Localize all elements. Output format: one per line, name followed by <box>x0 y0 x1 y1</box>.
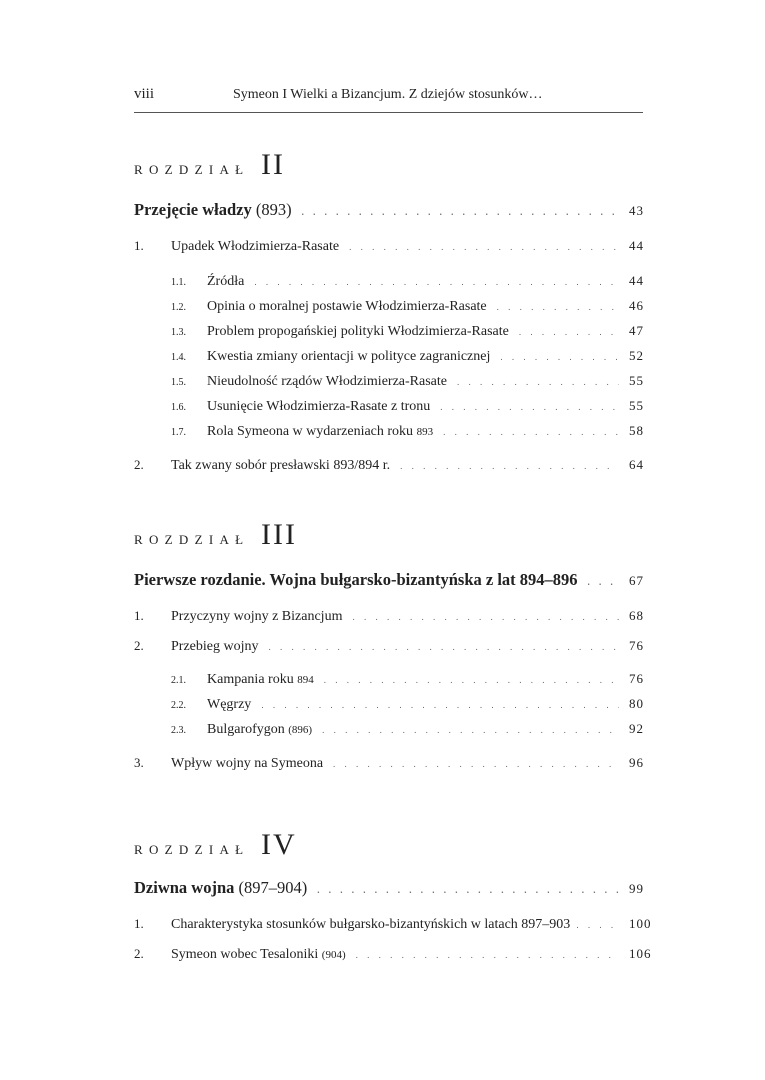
dot-leader <box>302 202 619 222</box>
chapter-title-years: (893) <box>255 200 292 219</box>
entry-title: Charakterystyka stosunków bułgarsko-bizantyńskich w latach 897–903 <box>171 917 571 932</box>
entry-year: 893 <box>416 426 434 438</box>
entry-title: Opinia o moralnej postawie Włodzimierza-Rasate <box>207 299 487 314</box>
entry-number: 1. <box>134 238 144 253</box>
running-header <box>134 84 643 113</box>
entry-title: Nieudolność rządów Włodzimierza-Rasate <box>207 374 447 389</box>
page-ref: 64 <box>629 457 644 472</box>
chapter-iii <box>134 516 643 774</box>
toc-entry[interactable] <box>134 944 652 965</box>
chapter-heading <box>134 146 643 182</box>
toc-subentry[interactable] <box>134 371 643 393</box>
entry-number: 2.2. <box>171 700 186 711</box>
entry-number: 1.2. <box>171 302 186 313</box>
page-ref: 44 <box>629 273 644 288</box>
entry-title: Przyczyny wojny z Bizancjum <box>171 609 343 624</box>
chapter-title: Przejęcie władzy <box>134 200 252 219</box>
dot-leader <box>322 720 619 740</box>
chapter-iv <box>134 826 652 965</box>
dot-leader <box>349 237 619 257</box>
page-ref: 92 <box>629 721 644 736</box>
dot-leader <box>576 915 623 935</box>
dot-leader <box>497 297 619 317</box>
dot-leader <box>352 607 619 627</box>
toc-subentry[interactable] <box>134 719 643 741</box>
chapter-heading <box>134 826 643 862</box>
entry-title: Tak zwany sobór presławski 893/894 r. <box>171 458 391 473</box>
chapter-label: ROZDZIAŁ <box>134 162 250 177</box>
toc-entry[interactable] <box>134 914 652 935</box>
chapter-title-entry[interactable] <box>134 200 643 222</box>
entry-number: 2. <box>134 946 144 961</box>
entry-title: Bulgarofygon <box>207 722 285 737</box>
entry-year: (896) <box>288 724 313 736</box>
toc-subentry[interactable] <box>134 421 643 443</box>
entry-number: 1.6. <box>171 402 186 413</box>
toc-subentry[interactable] <box>134 296 643 318</box>
chapter-title-entry[interactable] <box>134 878 643 900</box>
entry-title: Wpływ wojny na Symeona <box>171 756 324 771</box>
running-title: Symeon I Wielki a Bizancjum. Z dziejów stosunków… <box>233 87 543 102</box>
toc-entry[interactable] <box>134 606 643 627</box>
chapter-ii <box>134 146 643 476</box>
chapter-label: ROZDZIAŁ <box>134 842 250 857</box>
chapter-title-entry[interactable] <box>134 570 643 592</box>
page-ref: 55 <box>629 373 644 388</box>
entry-title: Kwestia zmiany orientacji w polityce zagranicznej <box>207 349 491 364</box>
entry-year: 894 <box>297 674 314 686</box>
dot-leader <box>588 572 619 592</box>
dot-leader <box>356 945 619 965</box>
page-ref: 76 <box>629 638 644 653</box>
toc-subentry[interactable] <box>134 321 643 343</box>
page-ref: 100 <box>629 916 652 931</box>
chapter-heading <box>134 516 643 552</box>
entry-number: 1.5. <box>171 377 186 388</box>
entry-number: 1.1. <box>171 277 186 288</box>
dot-leader <box>317 880 619 900</box>
dot-leader <box>400 456 619 476</box>
toc-entry[interactable] <box>134 636 643 657</box>
entry-title: Symeon wobec Tesaloniki <box>171 947 319 962</box>
entry-number: 2.3. <box>171 725 186 736</box>
entry-number: 2. <box>134 457 144 472</box>
toc-subentry[interactable] <box>134 346 643 368</box>
chapter-numeral: III <box>261 518 297 551</box>
entry-title: Przebieg wojny <box>171 639 259 654</box>
dot-leader <box>333 754 619 774</box>
entry-title: Rola Symeona w wydarzeniach roku <box>207 424 414 439</box>
dot-leader <box>500 347 619 367</box>
entry-year: (904) <box>321 949 346 961</box>
page-ref: 80 <box>629 696 644 711</box>
entry-title: Węgrzy <box>207 697 252 712</box>
page-ref: 67 <box>629 573 644 588</box>
toc-subentry[interactable] <box>134 669 643 691</box>
entry-title: Źródła <box>207 274 245 289</box>
dot-leader <box>440 397 619 417</box>
page-ref: 47 <box>629 323 644 338</box>
page-ref: 44 <box>629 238 644 253</box>
page-ref: 96 <box>629 755 644 770</box>
entry-title: Kampania roku <box>207 672 294 687</box>
page-ref: 76 <box>629 671 644 686</box>
entry-number: 1.3. <box>171 327 186 338</box>
dot-leader <box>457 372 619 392</box>
chapter-title: Dziwna wojna <box>134 878 235 897</box>
toc-subentry[interactable] <box>134 396 643 418</box>
page-ref: 43 <box>629 203 644 218</box>
chapter-title-years: (897–904) <box>238 878 308 897</box>
chapter-title: Pierwsze rozdanie. Wojna bułgarsko-bizantyńska z lat 894–896 <box>134 570 578 589</box>
entry-title: Upadek Włodzimierza-Rasate <box>171 239 340 254</box>
dot-leader <box>519 322 619 342</box>
page-ref: 52 <box>629 348 644 363</box>
entry-title: Usunięcie Włodzimierza-Rasate z tronu <box>207 399 431 414</box>
dot-leader <box>254 272 619 292</box>
chapter-label: ROZDZIAŁ <box>134 532 250 547</box>
entry-title: Problem propogańskiej polityki Włodzimierza-Rasate <box>207 324 509 339</box>
page-ref: 68 <box>629 608 644 623</box>
entry-number: 1. <box>134 608 144 623</box>
dot-leader <box>324 670 619 690</box>
entry-number: 1. <box>134 916 144 931</box>
dot-leader <box>261 695 619 715</box>
page-ref: 46 <box>629 298 644 313</box>
entry-number: 1.4. <box>171 352 186 363</box>
chapter-numeral: IV <box>261 828 297 861</box>
entry-number: 3. <box>134 755 144 770</box>
chapter-numeral: II <box>261 148 285 181</box>
page-number: viii <box>134 86 155 102</box>
page-ref: 58 <box>629 423 644 438</box>
toc-entry[interactable] <box>134 455 643 476</box>
toc-subentry[interactable] <box>134 271 643 293</box>
entry-number: 2. <box>134 638 144 653</box>
entry-number: 2.1. <box>171 675 186 686</box>
toc-subentry[interactable] <box>134 694 643 716</box>
dot-leader <box>443 422 619 442</box>
page-ref: 99 <box>629 881 644 896</box>
entry-number: 1.7. <box>171 427 186 438</box>
page-ref: 106 <box>629 946 652 961</box>
toc-entry[interactable] <box>134 236 643 257</box>
page-ref: 55 <box>629 398 644 413</box>
dot-leader <box>268 637 619 657</box>
toc-entry[interactable] <box>134 753 643 774</box>
